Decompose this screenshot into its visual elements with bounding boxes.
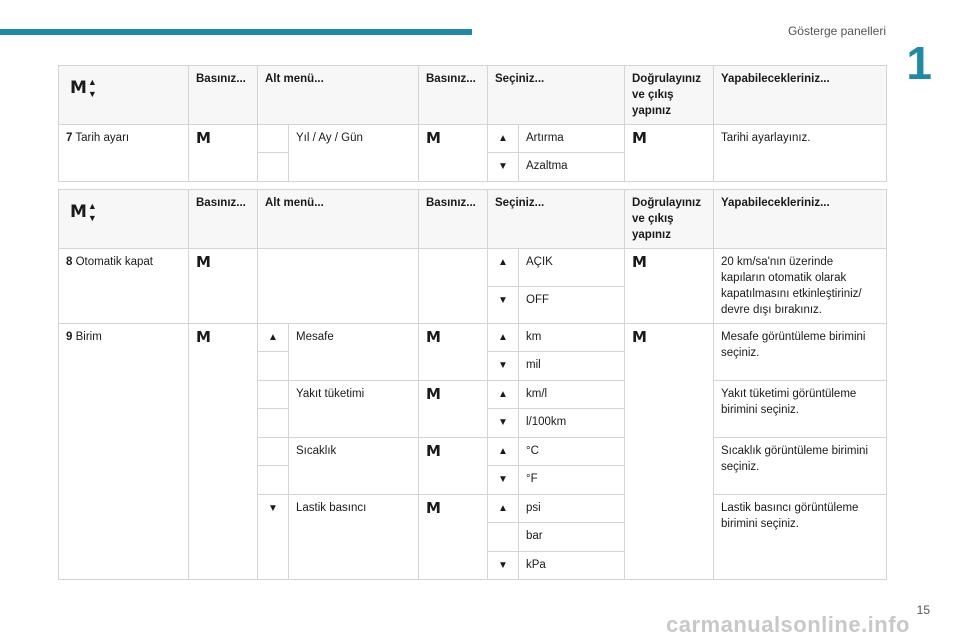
m-button-icon: M [419,125,488,182]
empty-cell [488,523,519,552]
option-cell: °C [519,438,625,466]
submenu-cell: Yıl / Ay / Gün [289,125,419,182]
option-cell: km [519,324,625,352]
menu-arrows-icon: M ▲ ▼ [70,77,97,99]
page-number: 15 [916,603,930,617]
m-button-icon: M [625,249,714,324]
column-header: Doğrulayınız ve çıkış yapınız [625,66,714,125]
up-arrow-icon: ▲ [488,381,519,409]
up-arrow-icon: ▲ [488,495,519,523]
empty-cell [258,249,419,324]
up-arrow-icon: ▲ [488,249,519,287]
option-cell: OFF [519,286,625,324]
down-arrow-icon: ▼ [488,552,519,580]
option-cell: l/100km [519,409,625,438]
option-cell: psi [519,495,625,523]
menu-item-cell: 8 Otomatik kapat [59,249,189,324]
column-header: Alt menü... [258,66,419,125]
m-button-icon: M [419,438,488,495]
chapter-number: 1 [906,37,932,89]
down-arrow-icon: ▼ [488,409,519,438]
result-cell: 20 km/sa'nın üzerinde kapıların otomatik olarak kapatılmasını etkinleştiriniz/ devre dışı bırakınız. [714,249,887,324]
column-header: Yapabilecekleriniz... [714,190,887,249]
down-arrow-icon: ▼ [488,153,519,182]
menu-button-header [59,66,189,125]
column-header: Doğrulayınız ve çıkış yapınız [625,190,714,249]
empty-cell [258,438,289,466]
menu-button-header [59,190,189,249]
header-accent-bar [0,29,472,35]
up-arrow-icon: ▲ [488,125,519,153]
column-header: Alt menü... [258,190,419,249]
result-cell: Tarihi ayarlayınız. [714,125,887,182]
column-header: Seçiniz... [488,190,625,249]
submenu-cell: Yakıt tüketimi [289,381,419,438]
submenu-cell: Lastik basıncı [289,495,419,580]
empty-cell [258,381,289,409]
column-header: Basınız... [189,190,258,249]
option-cell: km/l [519,381,625,409]
submenu-cell: Sıcaklık [289,438,419,495]
auto-lock-units-table [58,189,887,580]
down-arrow-icon: ▼ [488,352,519,381]
up-arrow-icon: ▲ [488,324,519,352]
empty-cell [258,153,289,182]
m-button-icon: M [189,324,258,580]
option-cell: Artırma [519,125,625,153]
up-arrow-icon: ▲ [488,438,519,466]
up-arrow-icon: ▲ [258,324,289,352]
section-title: Gösterge panelleri [787,24,886,38]
column-header: Seçiniz... [488,66,625,125]
column-header: Basınız... [419,190,488,249]
result-cell: Yakıt tüketimi görüntüleme birimini seçiniz. [714,381,887,438]
option-cell: AÇIK [519,249,625,287]
down-arrow-icon: ▼ [488,466,519,495]
table-header-row [59,190,887,249]
date-settings-table [58,65,887,182]
option-cell: mil [519,352,625,381]
down-arrow-icon: ▼ [488,286,519,324]
menu-item-cell: 7 Tarih ayarı [59,125,189,182]
table-header-row [59,66,887,125]
column-header: Basınız... [189,66,258,125]
m-button-icon: M [419,495,488,580]
result-cell: Lastik basıncı görüntüleme birimini seçiniz. [714,495,887,580]
table-row [59,324,887,352]
m-button-icon: M [625,324,714,580]
option-cell: bar [519,523,625,552]
m-button-icon: M [419,381,488,438]
submenu-cell: Mesafe [289,324,419,381]
empty-cell [258,409,289,438]
m-button-icon: M [189,125,258,182]
m-button-icon: M [625,125,714,182]
menu-item-cell: 9 Birim [59,324,189,580]
empty-cell [258,125,289,153]
result-cell: Mesafe görüntüleme birimini seçiniz. [714,324,887,381]
empty-cell [419,249,488,324]
table-row [59,249,887,287]
empty-cell [258,466,289,495]
option-cell: kPa [519,552,625,580]
result-cell: Sıcaklık görüntüleme birimini seçiniz. [714,438,887,495]
down-arrow-icon: ▼ [258,495,289,580]
empty-cell [258,352,289,381]
option-cell: Azaltma [519,153,625,182]
watermark: carmanualsonline.info [666,612,910,637]
m-button-icon: M [189,249,258,324]
menu-arrows-icon: M ▲ ▼ [70,201,97,223]
option-cell: °F [519,466,625,495]
table-row [59,125,887,153]
column-header: Basınız... [419,66,488,125]
column-header: Yapabilecekleriniz... [714,66,887,125]
m-button-icon: M [419,324,488,381]
